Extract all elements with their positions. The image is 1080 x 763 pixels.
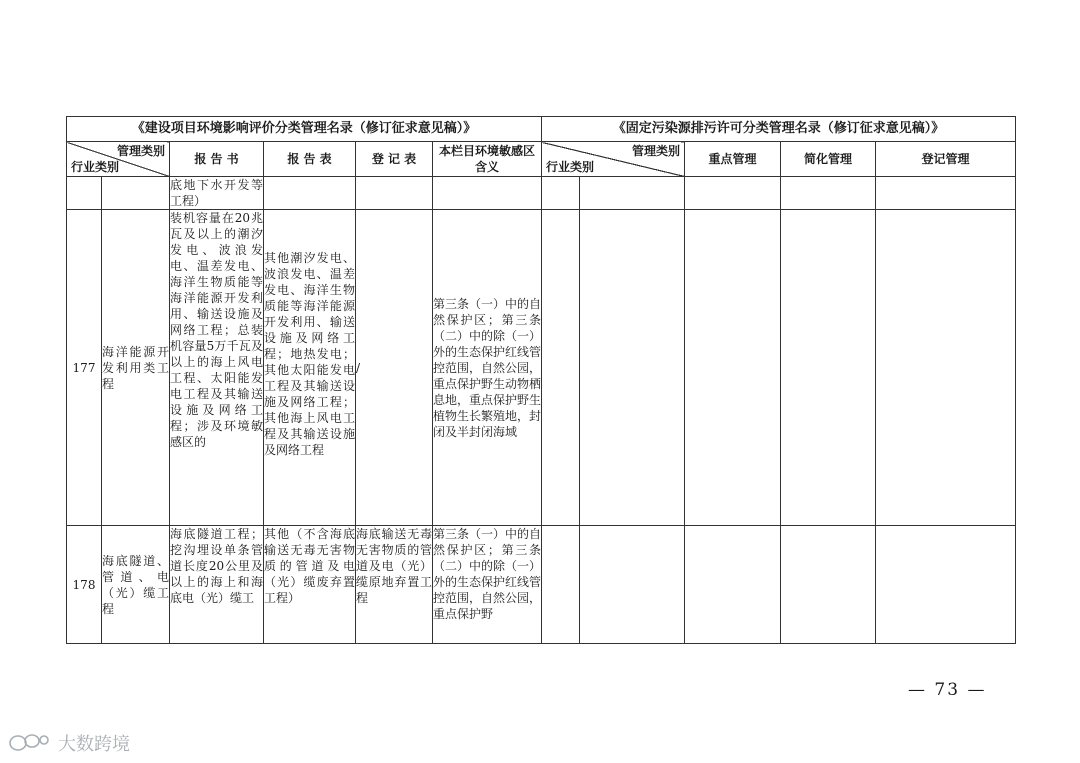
sensitive-area-cell: 第三条（一）中的自然保护区；第三条（二）中的除（一）外的生态保护红线管控范围，自然公园，重点保护野 xyxy=(433,526,542,644)
watermark xyxy=(8,730,130,756)
wechat-logo-icon xyxy=(8,732,52,754)
row-number: 178 xyxy=(67,526,102,644)
table-row xyxy=(67,210,1016,526)
report-form-cell xyxy=(264,177,356,210)
right-header-management-category: 管理类别 xyxy=(632,144,681,158)
page-number: — 73 — xyxy=(908,680,987,700)
table-row xyxy=(67,177,1016,210)
header-simplified-management: 简化管理 xyxy=(781,142,876,177)
sensitive-area-cell: 第三条（一）中的自然保护区；第三条（二）中的除（一）外的生态保护红线管控范围，自然公园，重点保护野生动物栖息地，重点保护野生植物生长繁殖地，封闭及半封闭海域 xyxy=(433,210,542,526)
row-number xyxy=(67,177,102,210)
registration-cell xyxy=(356,177,433,210)
empty-cell xyxy=(542,210,580,526)
registration-cell: / xyxy=(356,210,433,526)
empty-cell xyxy=(580,526,685,644)
left-table-title: 《建设项目环境影响评价分类管理名录（修订征求意见稿）》 xyxy=(67,117,542,142)
report-book-cell: 海底隧道工程；挖沟埋设单条管道长度20公里及以上的海上和海底电（光）缆工 xyxy=(170,526,264,644)
empty-cell xyxy=(580,210,685,526)
report-form-cell: 其他（不含海底输送无毒无害物质的管道及电（光）缆废弃置工程） xyxy=(264,526,356,644)
header-key-management: 重点管理 xyxy=(685,142,781,177)
empty-cell xyxy=(781,177,876,210)
watermark-text: 大数跨境 xyxy=(58,734,130,755)
report-form-cell: 其他潮汐发电、波浪发电、温差发电、海洋生物质能等海洋能源开发利用、输送设施及网络工程；地热发电；其他太阳能发电工程及其输送设施及网络工程；其他海上风电工程及其输送设施及网络工程 xyxy=(264,210,356,526)
left-diagonal-header xyxy=(67,142,170,177)
empty-cell xyxy=(781,526,876,644)
header-sensitive-area: 本栏目环境敏感区含义 xyxy=(433,142,542,177)
empty-cell xyxy=(685,177,781,210)
header-report-form: 报 告 表 xyxy=(264,142,356,177)
left-header-industry-category: 行业类别 xyxy=(71,160,120,174)
industry-cell xyxy=(102,177,170,210)
empty-cell xyxy=(876,526,1016,644)
industry-cell: 海底隧道、管道、电（光）缆工程 xyxy=(102,526,170,644)
empty-cell xyxy=(876,177,1016,210)
classification-table xyxy=(66,116,1016,644)
registration-cell: 海底输送无毒无害物质的管道及电（光）缆原地弃置工程 xyxy=(356,526,433,644)
empty-cell xyxy=(542,177,580,210)
right-header-industry-category: 行业类别 xyxy=(546,160,595,174)
report-book-cell: 装机容量在20兆瓦及以上的潮汐发电、波浪发电、温差发电、海洋生物质能等海洋能源开发利用、输送设施及网络工程；总装机容量5万千瓦及以上的海上风电工程、太阳能发电工程及其输送设施及网络工程；涉及环境敏感区的 xyxy=(170,210,264,526)
empty-cell xyxy=(685,210,781,526)
industry-cell: 海洋能源开发利用类工程 xyxy=(102,210,170,526)
empty-cell xyxy=(685,526,781,644)
empty-cell xyxy=(542,526,580,644)
right-table-title: 《固定污染源排污许可分类管理名录（修订征求意见稿）》 xyxy=(542,117,1016,142)
row-number: 177 xyxy=(67,210,102,526)
report-book-cell: 底地下水开发等工程） xyxy=(170,178,263,208)
empty-cell xyxy=(781,210,876,526)
header-report-book: 报 告 书 xyxy=(170,142,264,177)
right-diagonal-header xyxy=(542,142,685,177)
header-registration-form: 登 记 表 xyxy=(356,142,433,177)
table-row xyxy=(67,526,1016,644)
sensitive-area-cell xyxy=(433,177,542,210)
empty-cell xyxy=(876,210,1016,526)
left-header-management-category: 管理类别 xyxy=(116,144,165,158)
empty-cell xyxy=(580,177,685,210)
header-registration-management: 登记管理 xyxy=(876,142,1016,177)
